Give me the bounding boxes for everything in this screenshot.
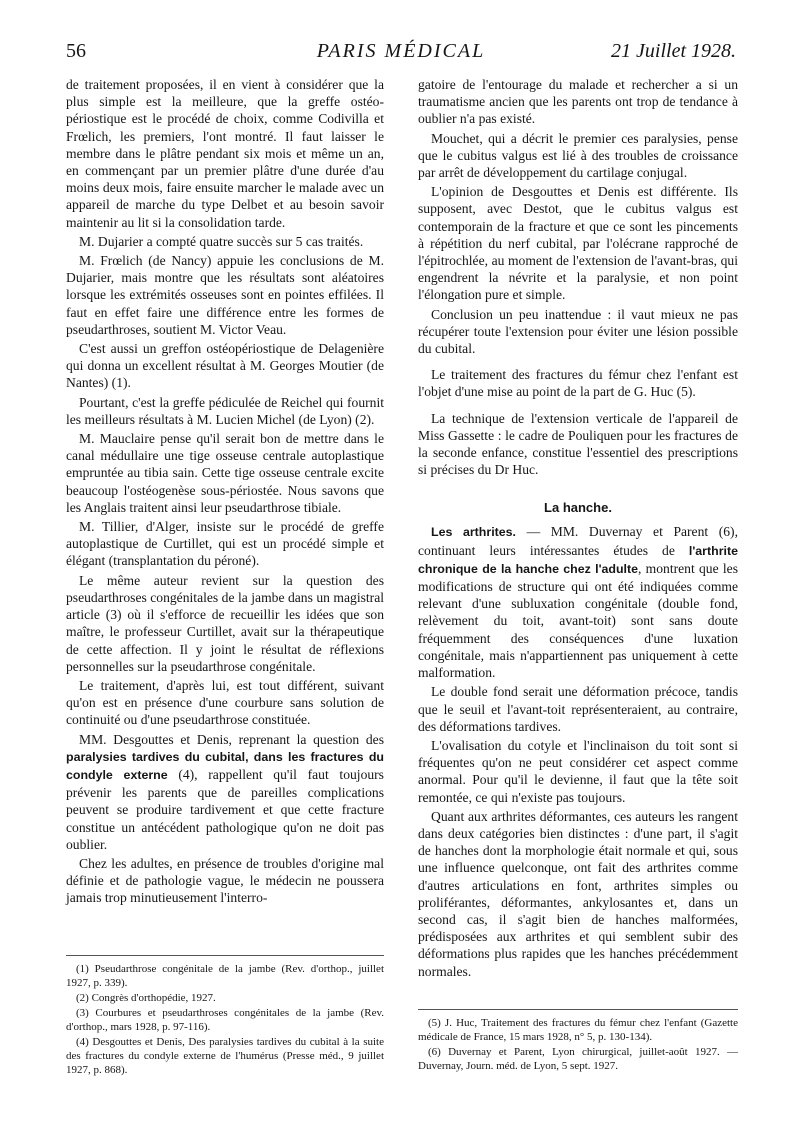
paragraph [66,731,384,853]
paragraph: M. Dujarier a compté quatre succès sur 5 cas traités. [79,233,364,249]
text-run: — MM. Duvernay et Parent (6), continuant leurs intéressantes études de [418,524,738,558]
paragraph: Chez les adultes, en présence de troubles d'origine mal définie et de pathologie vague, le médecin ne poussera jamais trop minutieusement l'interro- [66,855,384,906]
footnotes-right [418,1009,738,1074]
left-column [66,76,384,907]
paragraph: L'opinion de Desgouttes et Denis est différente. Ils supposent, avec Destot, que le cubitus valgus est contemporain de la fracture et que ce sont les pincements à répétition du nerf cubital, par l'olécrane rapproché de l'épitrochlée, au moment de l'extension de l'avant-bras, qui engendrent la névrite et la paralysie, et non point l'élongation pure et simple. [418,184,738,303]
paragraph: M. Tillier, d'Alger, insiste sur le procédé de greffe autoplastique de Curtillet, qui est un procédé simple et élégant (transplantation du péroné). [66,519,384,569]
paragraph: L'ovalisation du cotyle et l'inclinaison du toit sont si fréquentes qu'on ne peut considérer cet aspect comme anormal. Pour qu'il le devienne, il faut que la tête soit remontée, ce qui n'existe pas toujours. [418,737,738,805]
paragraph: Quant aux arthrites déformantes, ces auteurs les rangent dans deux catégories bien distinctes : d'une part, il s'agit de hanches dont la morphologie était normale et qui, sous une influence quelconque, ont fait des arthrites comme d'autres articulations en font, arthrites simples ou proliférantes, déformantes, ankylosantes et, dans un second cas, il s'agit bien de hanches malformées, prédisposées aux arthrites et qui semblent subir des déformations plus rapides que les hanches précédemment normales. [418,808,738,979]
bold-topic: l'arthrite chronique de la hanche chez l'adulte [418,543,738,576]
text-run: (4), rappellent qu'il faut toujours prévenir les parents que de pareilles complications peuvent se produire tardivement et que cette fracture constitue un antécédent pathologique qu'on ne doit pas oublier. [66,766,384,852]
paragraph: de traitement proposées, il en vient à considérer que la plus simple est la meilleure, que la greffe ostéo-périostique est le procédé de choix, comme Codivilla et Frœlich, les premiers, l'ont montré. Il faut laisser le membre dans le plâtre pendant six mois et même un an, en commençant par un premier plâtre d'une durée d'au moins deux mois, faire ensuite marcher le malade avec un appareil de marche du type Delbet et au besoin savoir maintenir au lit si la consolidation tarde. [66,77,384,230]
paragraph: M. Mauclaire pense qu'il serait bon de mettre dans le canal médullaire une tige osseuse centrale autoplastique empruntée au tibia sain. Cette tige osseuse centrale excite beaucoup l'ostéogenèse sous-périostée. Nous savons que les Anglais traitent ainsi leur pseudarthrose tibiale. [66,431,384,515]
bold-topic: paralysies tardives du cubital, dans les fractures du condyle externe [66,749,384,782]
page-number: 56 [66,40,86,62]
paragraph: Le traitement, d'après lui, est tout différent, suivant qu'on est en présence d'une courbure sans solution de continuité ou d'une pseudarthrose constituée. [66,677,384,728]
paragraph: Le double fond serait une déformation précoce, tandis que le seuil et l'avant-toit représenteraient, au contraire, des déformations tardives. [418,684,738,734]
paragraph: Conclusion un peu inattendue : il vaut mieux ne pas récupérer toute l'extension pour éviter une lésion possible du cubital. [418,306,738,357]
page-header [66,40,736,68]
lead-in: Les arthrites. [431,525,516,540]
paragraph: La technique de l'extension verticale de l'appareil de Miss Gassette : le cadre de Pouliquen pour les fractures de la seconde enfance, constitue l'essentiel des prescriptions si précises du Dr Huc. [418,410,738,478]
footnote: (2) Congrès d'orthopédie, 1927. [76,992,216,1004]
footnote: (1) Pseudarthrose congénitale de la jambe (Rev. d'orthop., juillet 1927, p. 339). [66,963,384,989]
footnotes-left [66,955,384,1078]
paragraph: C'est aussi un greffon ostéopériostique de Delagenière qui donna un excellent résultat à M. Georges Moutier (de Nantes) (1). [66,341,384,391]
issue-date: 21 Juillet 1928. [611,40,736,62]
footnote: (4) Desgouttes et Denis, Des paralysies tardives du cubital à la suite des fractures du condyle externe de l'humérus (Presse méd., 9 juillet 1927, p. 868). [66,1036,384,1076]
paragraph: gatoire de l'entourage du malade et rechercher a si un traumatisme ancien que les parents ont trop de tendance à oublier n'a pas existé. [418,77,738,127]
paragraph: Le traitement des fractures du fémur chez l'enfant est l'objet d'une mise au point de la part de G. Huc (5). [418,367,738,400]
section-title: La hanche. [544,500,612,516]
paragraph: Mouchet, qui a décrit le premier ces paralysies, pense que le cubitus valgus est lié à des troubles de croissance par arrêt de développement du cartilage conjugal. [418,130,738,181]
paragraph: M. Frœlich (de Nancy) appuie les conclusions de M. Dujarier, mais montre que les résultats sont aléatoires lorsque les extrémités osseuses sont en pointes effilées. Il faut en effet faire une différence entre les formes de pseudarthroses, soutient M. Victor Veau. [66,253,384,337]
paragraph: Le même auteur revient sur la question des pseudarthroses congénitales de la jambe dans un magistral article (3) où il s'efforce de recueillir les idées que son maître, le professeur Curtillet, avait sur la thérapeutique de cette affection. Il y joint le résultat de réflexions personnelles sur la pseudarthrose congénitale. [66,572,384,674]
text-run: MM. Desgouttes et Denis, reprenant la question des [79,731,384,747]
right-column [418,76,738,980]
footnote: (3) Courbures et pseudarthroses congénitales de la jambe (Rev. d'orthop., mars 1928, p. 97-116). [66,1007,384,1033]
journal-title: PARIS MÉDICAL [316,40,486,62]
paragraph: Pourtant, c'est la greffe pédiculée de Reichel qui fournit les meilleurs résultats à M. Lucien Michel (de Lyon) (2). [66,394,384,427]
paragraph [418,523,738,681]
text-run: , montrent que les modifications de structure qui ont été indiquées comme relevant d'une subluxation congénitale (double fond, relèvement du toit, avant-toit) sont sans doute fréquemment des conséquences d'une luxation congénitale, mais n'appartiennent pas uniquement à cette malformation. [418,560,738,681]
footnote: (6) Duvernay et Parent, Lyon chirurgical, juillet-août 1927. — Duvernay, Journ. méd. de Lyon, 5 sept. 1927. [418,1046,738,1072]
footnote: (5) J. Huc, Traitement des fractures du fémur chez l'enfant (Gazette médicale de France, 15 mars 1928, n° 5, p. 130-134). [418,1017,738,1043]
